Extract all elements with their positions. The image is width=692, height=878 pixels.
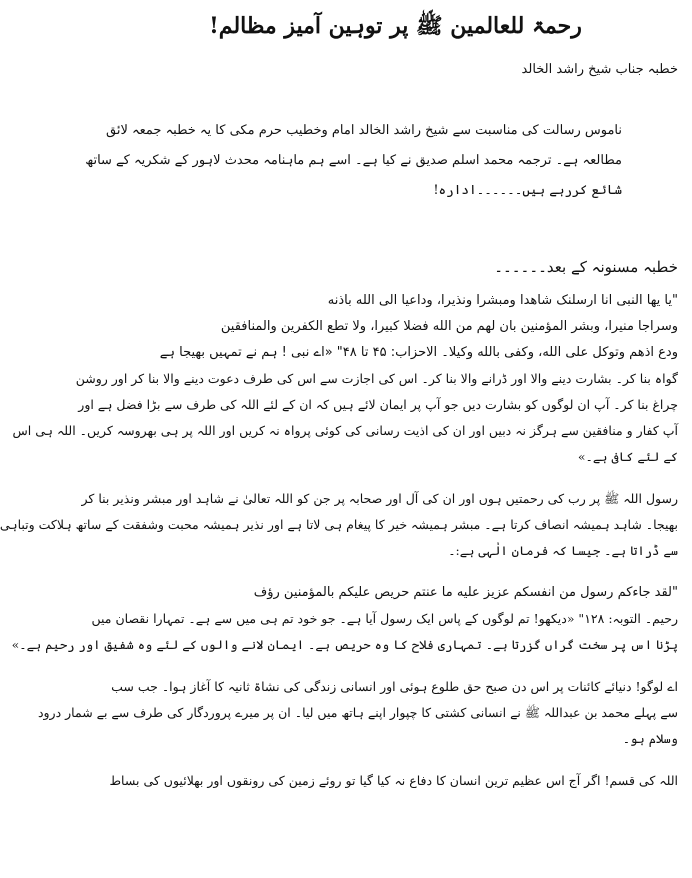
arabic-verse-line: ودع اذھم وتوکل علی الله، وکفی بالله وکیلا۔ الاحزاب: ۴۵ تا ۴۸" «اے نبی ! ہم نے تمہیں بھیجا ہے: [159, 345, 678, 360]
quran-passage-tawbah: [11, 580, 678, 658]
intro-line: ناموس رسالت کی مناسبت سے شیخ راشد الخالد امام وخطیب حرم مکی کا یہ خطبہ جمعہ لائق: [105, 123, 622, 138]
paragraph-line: سے پہلے محمد بن عبداللہ ﷺ نے انسانی کشتی کا چپوار اپنے ہاتھ میں لیا۔ ان پر میرے پروردگار کی طرف سے بے شمار درود: [37, 705, 678, 720]
paragraph-line: رسول اللہ ﷺ پر رب کی رحمتیں ہوں اور ان کی آل اور صحابہ پر جن کو اللہ تعالیٰ نے شاہد اور مبشر ونذیر بنا کر: [81, 491, 678, 506]
translation-line: پڑنا اس پر سخت گراں گزرتا ہے۔ تمہاری فلاح کا وہ حریص ہے۔ ایمان لانے والوں کے لئے وہ شفیق اور رحیم ہے۔»: [11, 637, 678, 652]
editor-intro: [85, 116, 622, 206]
article-title: رحمۃ للعالمین ﷺ پر توہین آمیز مظالم!: [209, 13, 582, 39]
arabic-verse-line: "لقد جاءکم رسول من انفسکم عزیز علیه ما عنتم حریص علیکم بالمؤمنین رؤف: [253, 585, 678, 600]
translation-line: رحیم۔ التوبہ: ۱۲۸" «دیکھو! تم لوگوں کے پاس ایک رسول آیا ہے۔ جو خود تم ہی میں سے ہے۔ تمہارا نقصان میں: [91, 611, 678, 626]
article-byline: خطبہ جناب شیخ راشد الخالد: [521, 62, 678, 77]
translation-line: کے لئے کافی ہے۔»: [577, 449, 678, 464]
translation-line: آپ کفار و منافقین سے ہرگز نہ دبیں اور ان کی اذیت رسانی کی کوئی پرواہ نہ کریں اور اللہ پر ہی بھروسہ کریں۔ اللہ ہی اس: [12, 423, 678, 438]
intro-line: شائع کررہے ہیں۔۔۔۔۔۔ادارہ!: [433, 183, 622, 198]
paragraph-line: بھیجا۔ شاہد ہمیشہ انصاف کرتا ہے۔ مبشر ہمیشہ خیر کا پیغام ہی لاتا ہے اور نذیر ہمیشہ محبت وشفقت کے ساتھ ہلاکت وتباہی: [0, 517, 678, 532]
intro-line: مطالعہ ہے۔ ترجمہ محمد اسلم صدیق نے کیا ہے۔ اسے ہم ماہنامہ محدث لاہور کے شکریہ کے ساتھ: [85, 153, 622, 168]
translation-line: چراغ بنا کر۔ آپ ان لوگوں کو بشارت دیں جو آپ پر ایمان لائے ہیں کہ ان کے لئے اللہ کی طرف سے بڑا فضل ہے اور: [78, 397, 678, 412]
paragraph-address: [37, 674, 678, 752]
paragraph-oath: [109, 768, 678, 794]
section-heading: خطبہ مسنونہ کے بعد۔۔۔۔۔۔: [494, 258, 678, 276]
paragraph-line: اے لوگو! دنیائے کائنات پر اس دن صبح حق طلوع ہوئی اور انسانی زندگی کی نشاۃ ثانیہ کا آغاز ہوا۔ جب سب: [111, 679, 678, 694]
arabic-verse-line: "یا یھا النبی انا ارسلنک شاھدا ومبشرا ونذیرا، وداعیا الی الله باذنه: [327, 293, 678, 308]
paragraph-line: وسلام ہو۔: [622, 731, 678, 746]
paragraph-line: اللہ کی قسم! اگر آج اس عظیم ترین انسان کا دفاع نہ کیا گیا تو روئے زمین کی رونقوں اور بھلائیوں کی بساط: [109, 773, 678, 788]
arabic-verse-line: وسراجا منیرا، وبشر المؤمنین بان لهم من الله فضلا کبیرا، ولا تطع الکفرین والمنافقین: [220, 319, 678, 334]
paragraph-line: سے ڈراتا ہے۔ جیسا کہ فرمان الٰہی ہے:۔: [448, 543, 678, 558]
quran-passage-ahzab: [12, 288, 678, 470]
translation-line: گواہ بنا کر۔ بشارت دینے والا اور ڈرانے والا بنا کر۔ اس کی اجازت سے اس کی طرف دعوت دینے والا بنا کر اور روشن: [75, 371, 678, 386]
paragraph-salutation: [0, 486, 678, 564]
article-body: [0, 288, 678, 800]
